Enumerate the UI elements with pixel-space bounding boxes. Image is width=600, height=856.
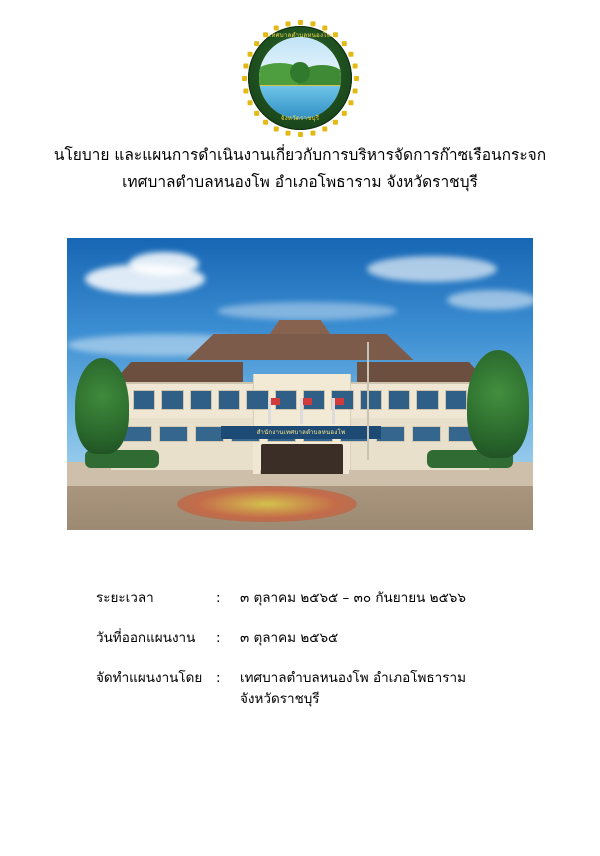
seal-inner-scene: [259, 37, 341, 119]
tree-left: [75, 358, 129, 454]
office-building-photo: [67, 238, 533, 530]
municipality-seal-icon: [248, 26, 352, 130]
detail-separator: :: [216, 590, 221, 606]
seal-bottom-text: จังหวัดราชบุรี: [280, 114, 320, 122]
detail-value-second-line: จังหวัดราชบุรี: [240, 691, 320, 707]
emblem-container: [0, 26, 600, 130]
detail-label: จัดทำแผนงานโดย: [96, 670, 203, 686]
document-details: [96, 588, 516, 729]
flag-poles: [253, 394, 349, 424]
page-title: [0, 142, 600, 196]
detail-value-group: [240, 668, 516, 710]
detail-row: [96, 668, 516, 710]
cloud: [129, 252, 199, 276]
cloud: [447, 290, 533, 310]
roof-main: [165, 334, 435, 360]
detail-value: ๓ ตุลาคม ๒๕๖๕ – ๓๐ กันยายน ๒๕๖๖: [240, 590, 466, 606]
detail-row: [96, 628, 516, 649]
seal-top-text: เทศบาลตำบลหนองโพ: [269, 32, 331, 39]
light-pole: [367, 342, 369, 460]
pillar: [253, 442, 260, 474]
pillar: [342, 442, 349, 474]
detail-separator: :: [216, 630, 221, 646]
building-sign: สำนักงานเทศบาลตำบลหนองโพ: [221, 426, 381, 439]
seal-tree: [290, 62, 310, 83]
building-entrance: [261, 444, 343, 474]
cloud: [367, 256, 497, 282]
detail-separator: :: [216, 670, 221, 686]
detail-value: เทศบาลตำบลหนองโพ อำเภอโพธาราม: [240, 670, 466, 686]
ground-circle-marking: [177, 486, 357, 522]
detail-label: ระยะเวลา: [96, 590, 154, 606]
detail-row: [96, 588, 516, 609]
detail-value: ๓ ตุลาคม ๒๕๖๕: [240, 630, 339, 646]
tree-right: [467, 350, 529, 458]
detail-label: วันที่ออกแผนงาน: [96, 630, 196, 646]
title-line-1: นโยบาย และแผนการดำเนินงานเกี่ยวกับการบริหารจัดการก๊าซเรือนกระจก: [53, 146, 547, 164]
cloud: [217, 302, 397, 320]
title-line-2: เทศบาลตำบลหนองโพ อำเภอโพธาราม จังหวัดราชบุรี: [122, 173, 478, 191]
